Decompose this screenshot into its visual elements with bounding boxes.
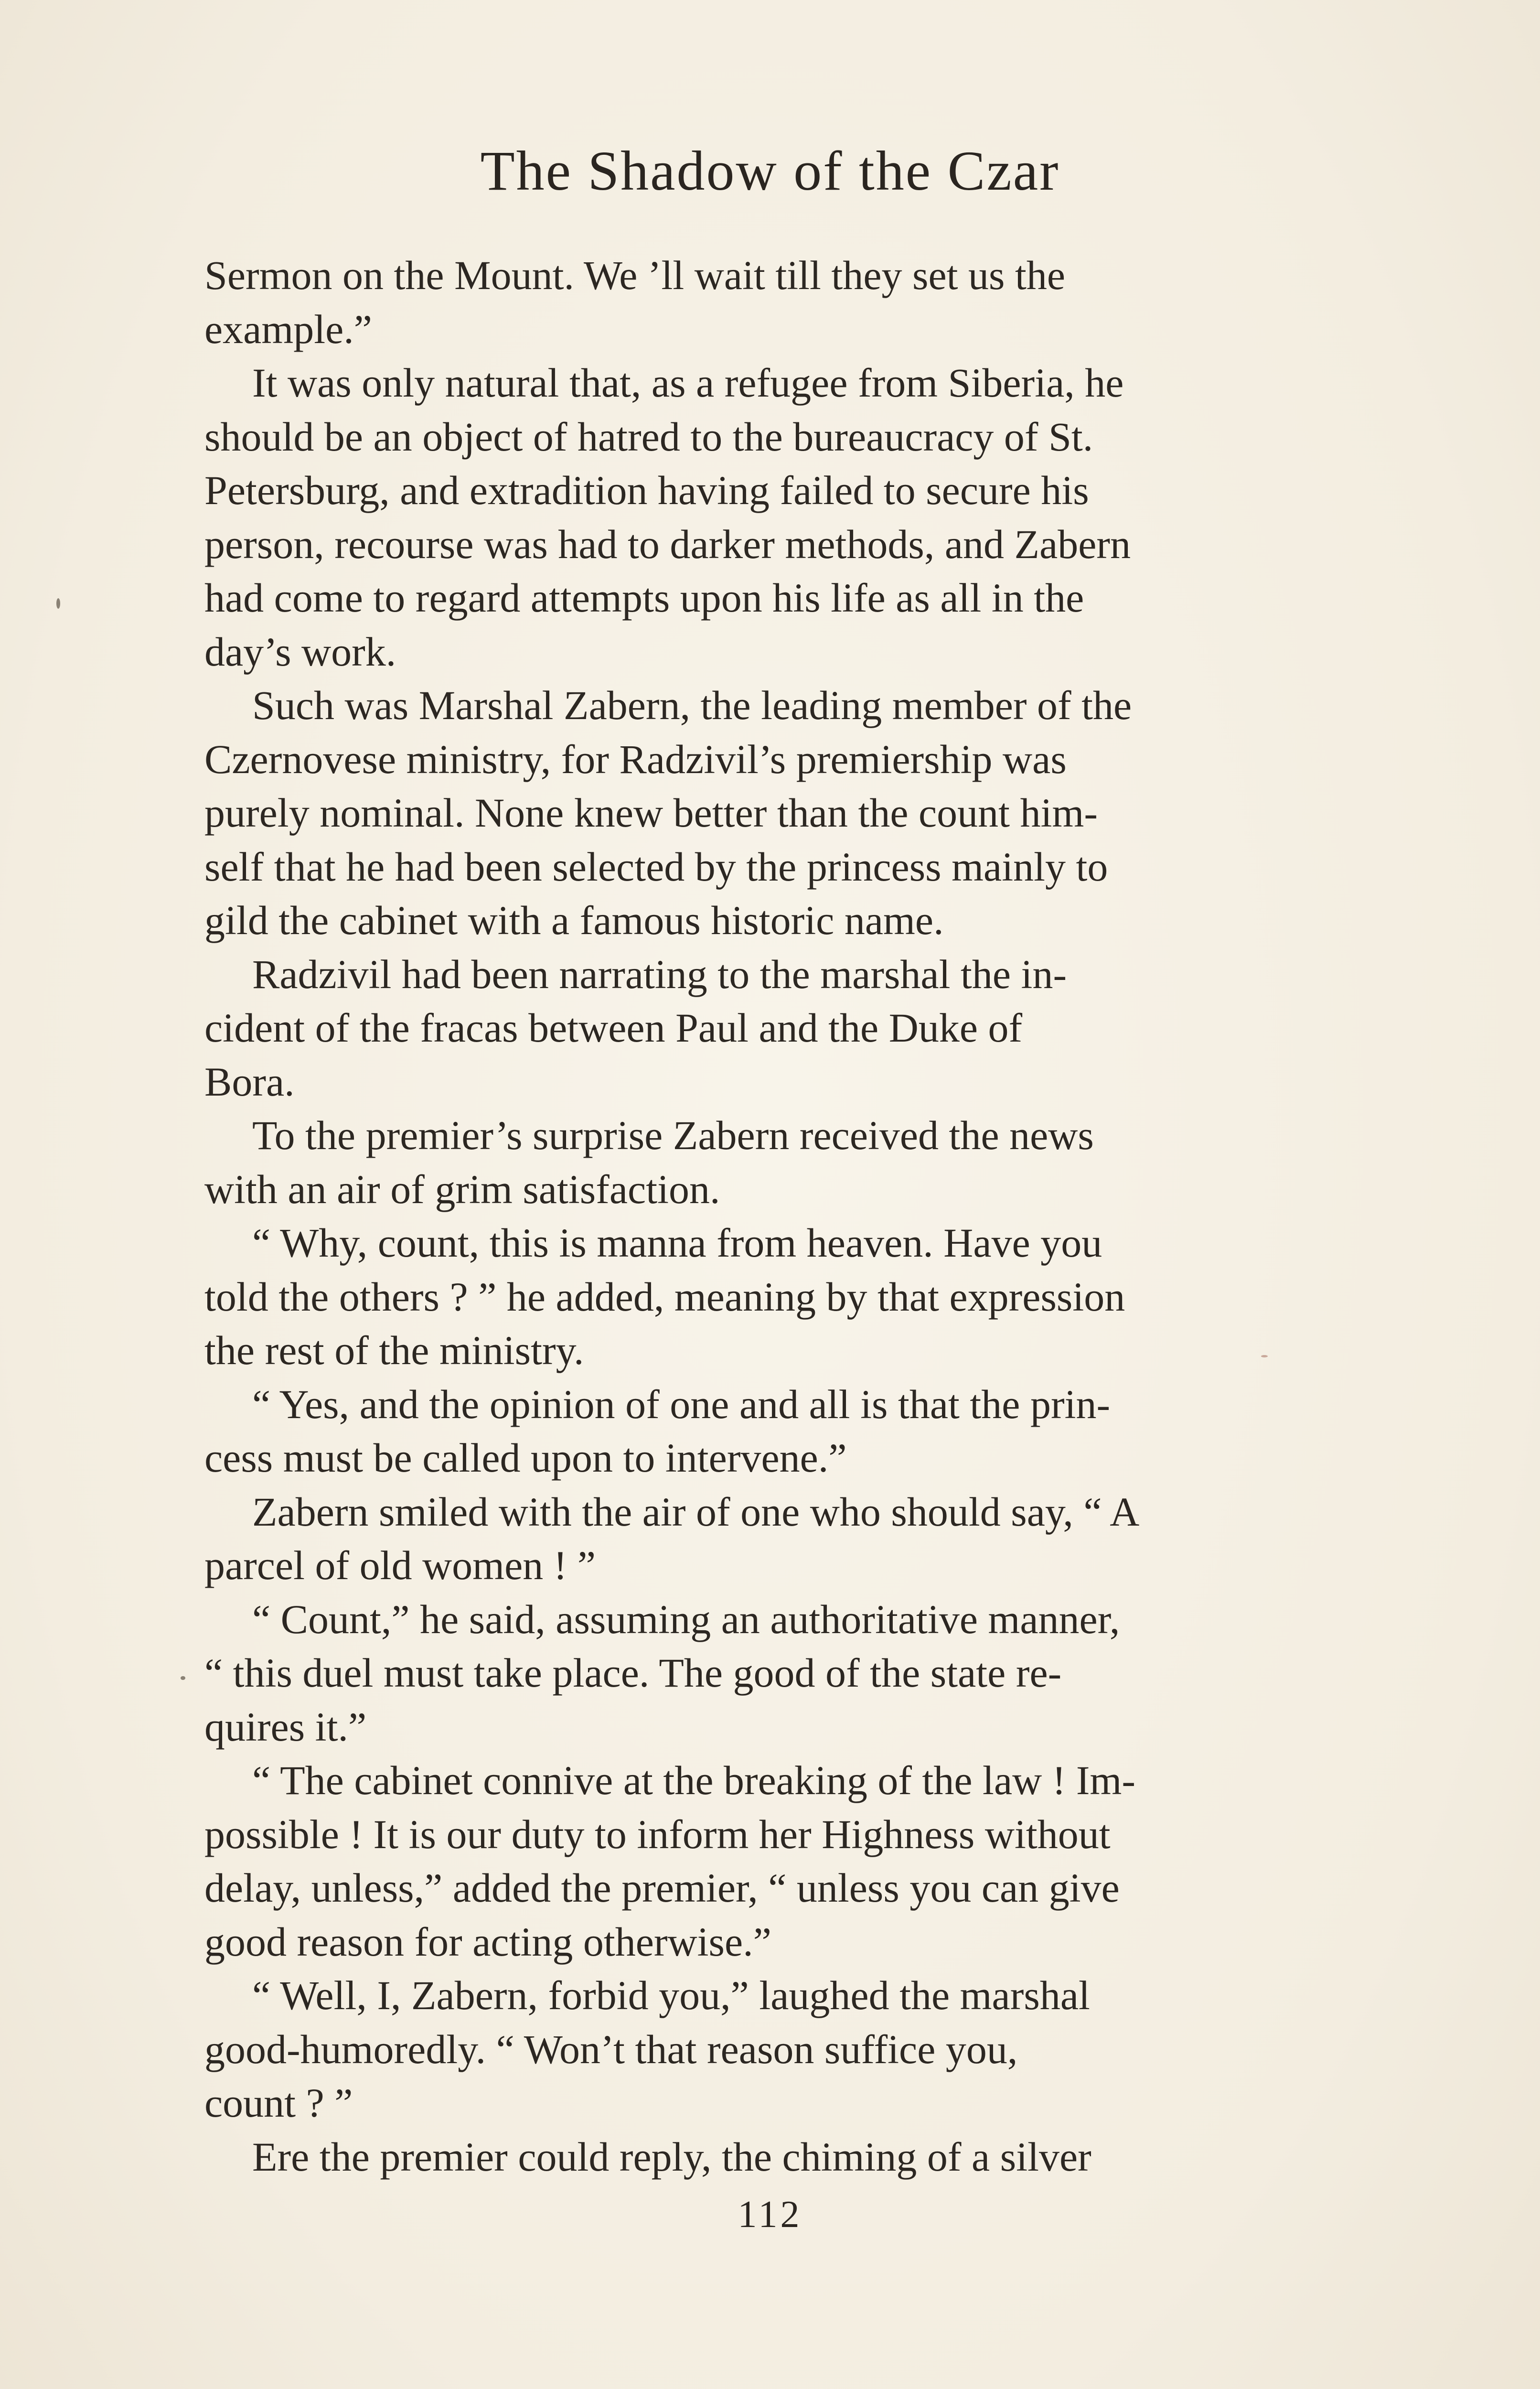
text-line: should be an object of hatred to the bureaucracy of St.: [204, 413, 1093, 460]
text-line: delay, unless,” added the premier, “ unless you can give: [204, 1865, 1120, 1911]
text-line: “ Count,” he said, assuming an authoritative manner,: [252, 1596, 1120, 1642]
text-line: count ? ”: [204, 2080, 353, 2126]
body-text: [204, 248, 1418, 2184]
text-line: good-humoredly. “ Won’t that reason suffice you,: [204, 2026, 1018, 2072]
text-line: Zabern smiled with the air of one who should say, “ A: [252, 1488, 1140, 1535]
text-line: self that he had been selected by the princess mainly to: [204, 843, 1108, 890]
text-line: Radzivil had been narrating to the marshal the in-: [252, 951, 1067, 997]
text-line: Such was Marshal Zabern, the leading member of the: [252, 682, 1132, 728]
text-line: Ere the premier could reply, the chiming of a silver: [252, 2133, 1091, 2180]
margin-speck: [56, 598, 60, 609]
text-line: the rest of the ministry.: [204, 1327, 584, 1373]
running-head: The Shadow of the Czar: [480, 140, 1060, 202]
margin-speck: [181, 1676, 185, 1680]
text-line: purely nominal. None knew better than the count him-: [204, 790, 1098, 836]
margin-speck: [1261, 1355, 1268, 1357]
text-line: good reason for acting otherwise.”: [204, 1918, 771, 1965]
text-line: “ Why, count, this is manna from heaven. Have you: [252, 1220, 1102, 1266]
text-line: person, recourse was had to darker methods, and Zabern: [204, 521, 1131, 567]
text-line: possible ! It is our duty to inform her Highness without: [204, 1811, 1111, 1857]
text-line: cident of the fracas between Paul and the Duke of: [204, 1005, 1023, 1051]
text-line: told the others ? ” he added, meaning by that expression: [204, 1273, 1125, 1320]
text-line: with an air of grim satisfaction.: [204, 1166, 720, 1212]
text-line: cess must be called upon to intervene.”: [204, 1435, 847, 1481]
text-line: “ Yes, and the opinion of one and all is that the prin-: [252, 1381, 1111, 1427]
text-line: It was only natural that, as a refugee from Siberia, he: [252, 360, 1124, 406]
text-line: Sermon on the Mount. We ’ll wait till they set us the: [204, 252, 1066, 298]
text-line: gild the cabinet with a famous historic name.: [204, 897, 944, 943]
text-line: To the premier’s surprise Zabern received the news: [252, 1112, 1094, 1158]
page-number: 112: [738, 2194, 802, 2236]
text-line: “ Well, I, Zabern, forbid you,” laughed the marshal: [252, 1972, 1090, 2018]
text-line: day’s work.: [204, 628, 396, 675]
text-line: Bora.: [204, 1058, 295, 1105]
text-line: Petersburg, and extradition having failed to secure his: [204, 467, 1089, 513]
text-line: parcel of old women ! ”: [204, 1542, 596, 1588]
text-line: quires it.”: [204, 1703, 367, 1750]
text-line: “ The cabinet connive at the breaking of the law ! Im-: [252, 1757, 1136, 1803]
text-line: example.”: [204, 306, 372, 352]
text-line: had come to regard attempts upon his life as all in the: [204, 575, 1084, 621]
text-line: Czernovese ministry, for Radzivil’s premiership was: [204, 736, 1067, 782]
text-line: “ this duel must take place. The good of the state re-: [204, 1650, 1062, 1696]
